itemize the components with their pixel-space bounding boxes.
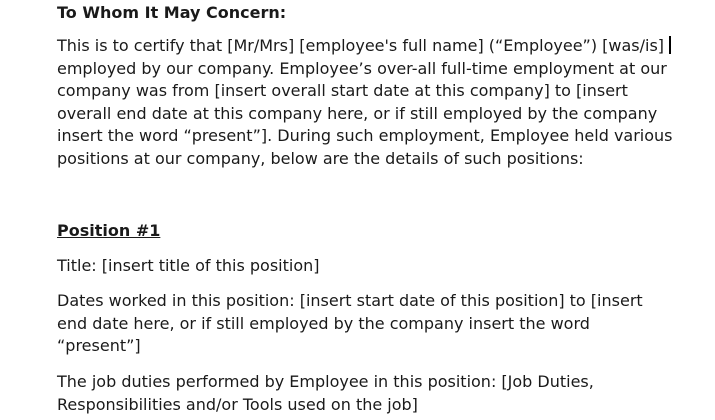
- intro-line-5: insert the word “present”]. During such employment, Employee held various: [57, 126, 673, 146]
- title-paragraph[interactable]: [57, 255, 319, 278]
- greeting-heading: To Whom It May Concern:: [57, 3, 287, 22]
- intro-line-3: company was from [insert overall start date at this company] to [insert: [57, 81, 628, 101]
- title-line: Title: [insert title of this position]: [57, 256, 320, 275]
- duties-paragraph[interactable]: [57, 371, 594, 416]
- intro-line-2: employed by our company. Employee’s over-all full-time employment at our: [57, 58, 667, 78]
- dates-line-1: Dates worked in this position: [insert start date of this position] to [insert: [57, 291, 643, 310]
- duties-line-1: The job duties performed by Employee in this position: [Job Duties,: [57, 372, 594, 391]
- intro-line-4: overall end date at this company here, or if still employed by the company: [57, 103, 658, 123]
- duties-line-2: Responsibilities and/or Tools used on the job]: [57, 394, 418, 414]
- text-cursor: [669, 36, 671, 54]
- intro-paragraph[interactable]: [57, 35, 673, 171]
- position-heading: Position #1: [57, 221, 161, 240]
- dates-line-3: “present”]: [57, 336, 141, 356]
- dates-paragraph[interactable]: [57, 290, 643, 358]
- intro-line-6: positions at our company, below are the details of such positions:: [57, 148, 584, 168]
- intro-line-1: This is to certify that [Mr/Mrs] [employee's full name] (“Employee”) [was/is]: [57, 35, 673, 58]
- dates-line-2: end date here, or if still employed by the company insert the word: [57, 313, 590, 333]
